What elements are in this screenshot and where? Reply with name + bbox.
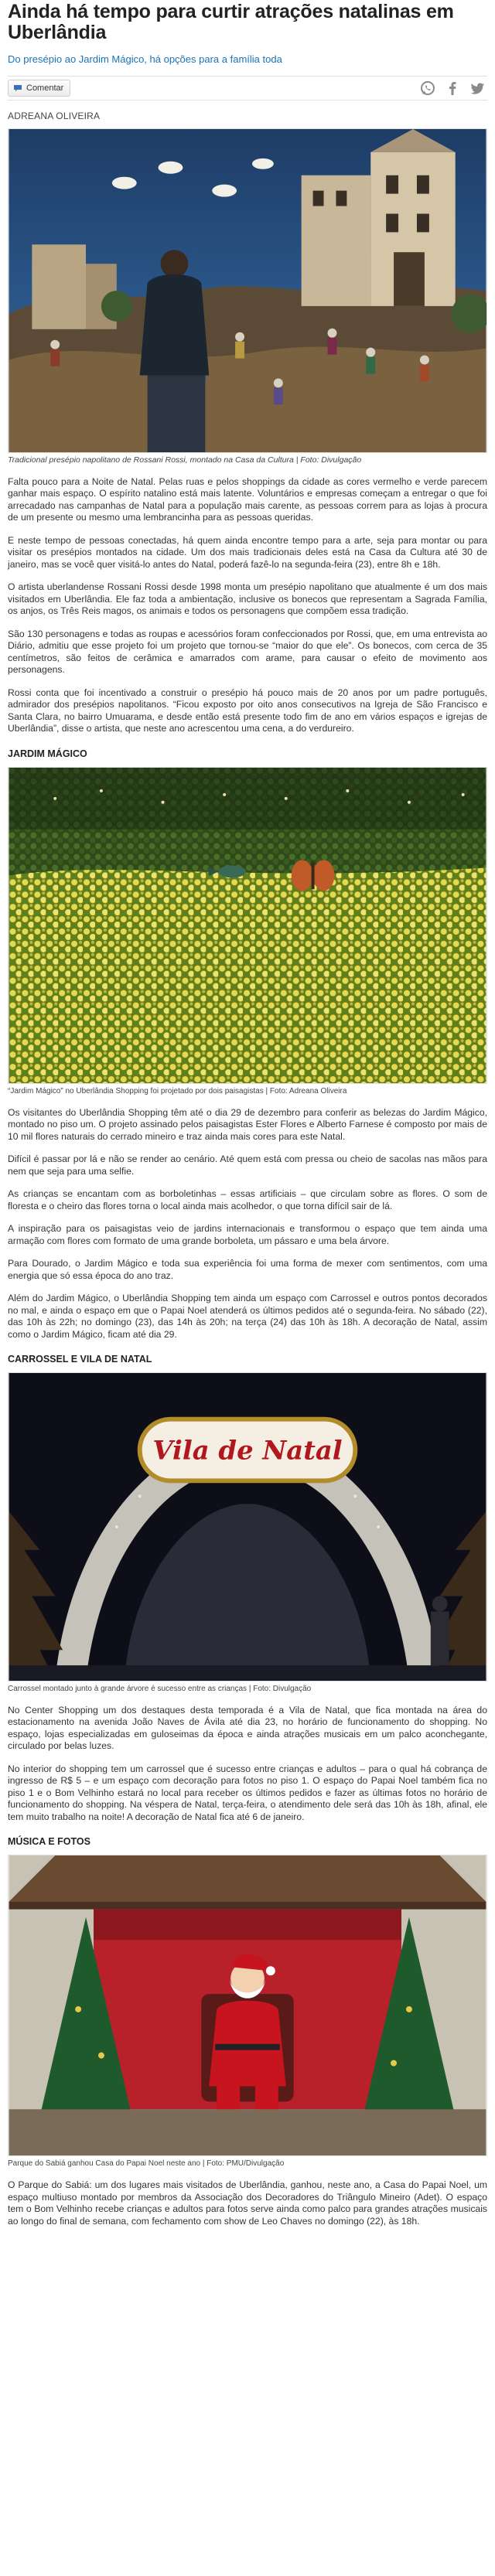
paragraph-13: No interior do shopping tem um carrossel que é sucesso entre crianças e adultos – para o qual há cobrança de ingresso de R$ 5 – e um espaço com decoração para fotos no piso 1. O espaço do Papai Noel também fica no piso 1 e o Bom Velhinho estará no local para receber os últimos pedidos e fazer as últimas fotos no horário de funcionamento do shopping. Na véspera de Natal, terça-feira, o atendimento dele será das 10h às 18h, afinal, ele tem muito trabalho na noite! A decoração de Natal fica até 6 de janeiro. [8, 1763, 487, 1822]
garden-photo [8, 767, 487, 1084]
author-byline: ADREANA OLIVEIRA [8, 110, 101, 121]
figure-papai-noel [8, 1855, 487, 2169]
paragraph-3: O artista uberlandense Rossani Rossi desde 1998 monta um presépio napolitano que atualmente é um dos mais visitados em Uberlândia. Ele faz toda a ambientação, inclusive os bonecos que representam a Sagrada Família, os anjos, os Três Reis magos, os animais e todos os personagens que compõem essa tradição. [8, 581, 487, 617]
paragraph-11: Além do Jardim Mágico, o Uberlândia Shopping tem ainda um espaço com Carrossel e outros pontos decorados no mal, e ainda o espaço em que o Papai Noel atenderá os últimos pedidos até o segunda-feira. No sábado (22), das 10h às 22h; no domingo (23), das 14h às 20h; na terça (24) das 10h às 18h. A decoração de Natal, assim como o Jardim Mágico, ficam até dia 29. [8, 1293, 487, 1340]
article-headline: Ainda há tempo para curtir atrações natalinas em Uberlândia [8, 1, 454, 43]
paragraph-9: A inspiração para os paisagistas veio de jardins internacionais e transformou o espaço que tem ainda uma armação com flores com formato de uma grande borboleta, um pássaro e uma bela árvore. [8, 1223, 487, 1246]
vila-natal-sign: Vila de Natal [152, 1434, 343, 1466]
paragraph-5: Rossi conta que foi incentivado a construir o presépio há pouco mais de 20 anos por um padre português, admirador dos presépios napolitanos. “Ficou exposto por oito anos consecutivos na Igreja de São Francisco e Santa Clara, no bairro Umuarama, e desde então está presente todo fim de ano em vários espaços e igrejas de Uberlândia”, disse o artista, que neste ano acrescentou uma cena, a do verdureiro. [8, 687, 487, 734]
speech-bubble-icon [13, 84, 22, 92]
paragraph-8: As crianças se encantam com as borboletinhas – essas artificiais – que circulam sobre as flores. O som de floresta e o cheiro das flores torna o local ainda mais acolhedor, o que torna difícil sair de lá. [8, 1188, 487, 1211]
article-toolbar [8, 76, 487, 101]
paragraph-7: Difícil é passar por lá e não se render ao cenário. Até quem está com pressa ou cheio de sacolas nas mãos para nem que seja para uma selfie. [8, 1153, 487, 1177]
papai-noel-caption: Parque do Sabiá ganhou Casa do Papai Noel neste ano | Foto: PMU/Divulgação [8, 2159, 285, 2169]
nativity-photo [8, 128, 487, 453]
paragraph-2: E neste tempo de pessoas conectadas, há quem ainda encontre tempo para a arte, seja para montar ou para visitar os presépios montados na cidade. Um dos mais tradicionais deles está na Casa da Cultura até 30 de janeiro, mas se você quer visitá-lo antes do Natal, poderá fazê-lo na segunda-feira (23), entre 8h e 18h. [8, 534, 487, 570]
papai-noel-photo [8, 1855, 487, 2156]
share-icons [419, 80, 487, 97]
paragraph-4: São 130 personagens e todas as roupas e acessórios foram confeccionados por Rossi, que, em uma entrevista ao Diário, admitiu que esse projeto foi um projeto que tornou-se “maior do que ele”. Os bonecos, com cerca de 35 centímetros, são feitos de cerâmica e amarrados com arame, para causar o efeito de movimento aos personagens. [8, 628, 487, 676]
comment-button[interactable] [8, 80, 70, 97]
section-jardim-magico: JARDIM MÁGICO [8, 748, 87, 759]
section-carrossel: CARROSSEL E VILA DE NATAL [8, 1354, 152, 1365]
paragraph-12: No Center Shopping um dos destaques desta temporada é a Vila de Natal, que fica montada na área do estacionamento na avenida João Naves de Ávila até dia 23, no horário de funcionamento do shopping. No espaço, lojas especializadas em guloseimas da época e ainda atrações musicais em um palco aconchegante, circulado por belas luzes. [8, 1704, 487, 1752]
figure-vila-natal [8, 1372, 487, 1694]
paragraph-14: O Parque do Sabiá: um dos lugares mais visitados de Uberlândia, ganhou, neste ano, a Casa do Papai Noel, um espaço multiuso montado por membros da Associação dos Decoradores do Triângulo Mineiro (Adet). O espaço tem o Bom Velhinho recebe crianças e adultos para fotos serve ainda como palco para grandes atrações musicais ao longo do final de semana, com fechamento com show de Leo Chaves no domingo (22), às 18h. [8, 2179, 487, 2227]
paragraph-10: Para Dourado, o Jardim Mágico e toda sua experiência foi uma forma de mexer com sentimentos, com uma energia que só essa época do ano traz. [8, 1258, 487, 1281]
vila-natal-caption: Carrossel montado junto à grande árvore é sucesso entre as crianças | Foto: Divulgação [8, 1684, 312, 1693]
figure-garden [8, 767, 487, 1096]
figure-nativity [8, 128, 487, 465]
whatsapp-icon[interactable] [419, 80, 436, 97]
vila-natal-photo [8, 1372, 487, 1682]
section-musica-fotos: MÚSICA E FOTOS [8, 1836, 90, 1848]
comment-button-label: Comentar [26, 83, 64, 93]
article-subtitle: Do presépio ao Jardim Mágico, há opções para a família toda [8, 53, 282, 65]
twitter-icon[interactable] [469, 80, 486, 97]
facebook-icon[interactable] [444, 80, 461, 97]
paragraph-6: Os visitantes do Uberlândia Shopping têm até o dia 29 de dezembro para conferir as belezas do Jardim Mágico, montado no piso um. O projeto assinado pelos paisagistas Ester Flores e Alberto Farnese é composto por mais de 10 mil flores naturais do cerrado mineiro e traz ainda mais cores para este Natal. [8, 1106, 487, 1142]
nativity-caption: Tradicional presépio napolitano de Rossani Rossi, montado na Casa da Cultura | Foto: Divulgação [8, 455, 362, 465]
garden-caption: “Jardim Mágico” no Uberlândia Shopping foi projetado por dois paisagistas | Foto: Adreana Oliveira [8, 1086, 347, 1095]
paragraph-1: Falta pouco para a Noite de Natal. Pelas ruas e pelos shoppings da cidade as cores vermelho e verde parecem ganhar mais espaço. O espírito natalino está mais latente. Voluntários e empresas começam a entregar o que foi arrecadado nas campanhas de Natal para a população mais carente, as pessoas correm para as lojas à procura de um presente ou mesmo uma lembrancinha para as pessoas queridas. [8, 475, 487, 523]
